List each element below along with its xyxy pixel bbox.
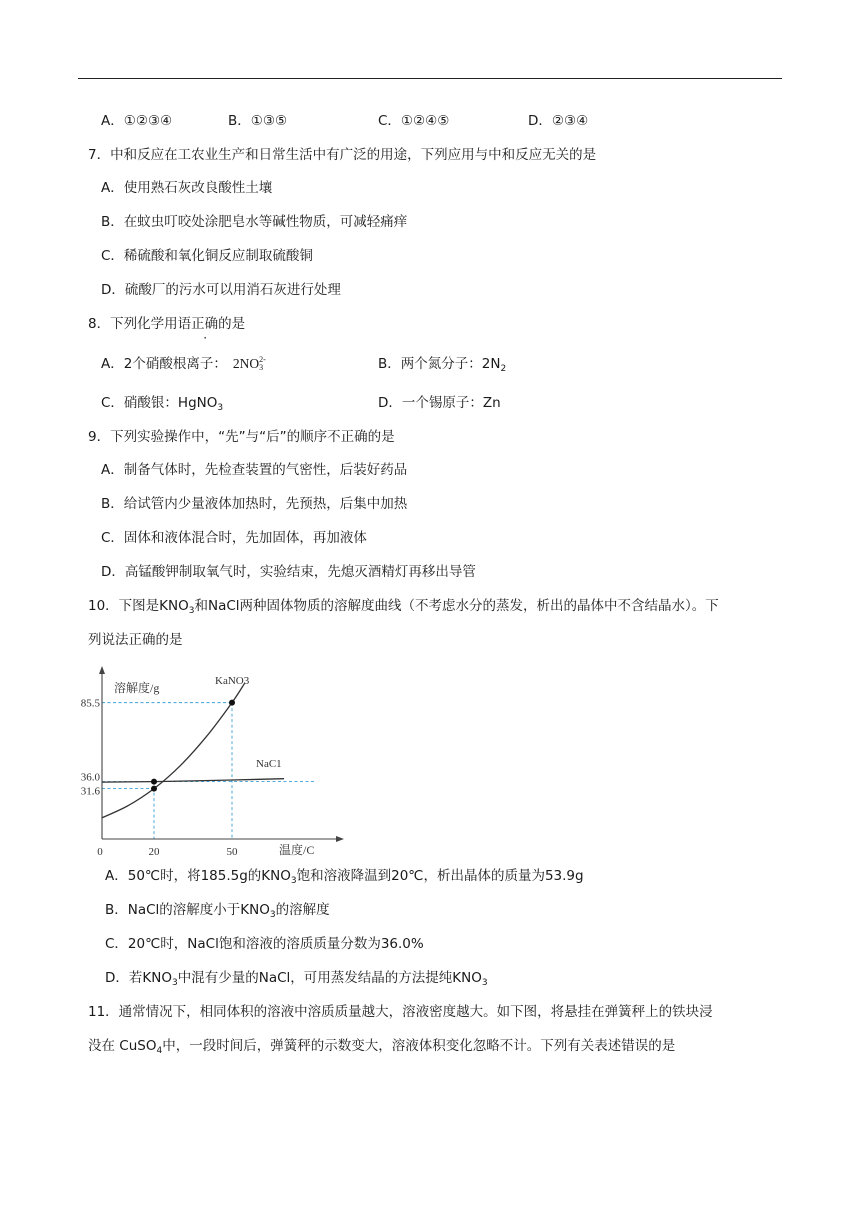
y-tick-label: 31.6 (80, 785, 100, 798)
q11-line2-sub: 4 (156, 1046, 163, 1056)
q10-d-pre: D．若KNO (105, 970, 172, 986)
q8-option-d[interactable]: D．一个锡原子：Zn (378, 395, 501, 411)
q9-option-d[interactable]: D．高锰酸钾制取氧气时，实验结束，先熄灭酒精灯再移出导管 (101, 564, 476, 580)
q8-option-b[interactable] (378, 354, 506, 379)
q6-option-a[interactable]: A．①②③④ (101, 113, 173, 129)
q6-option-c[interactable]: C．①②④⑤ (378, 113, 450, 129)
x-tick-label: 20 (148, 846, 160, 858)
y-tick-label: 36.0 (80, 771, 100, 784)
q10-stem-line2: 列说法正确的是 (88, 632, 183, 648)
q10-option-b[interactable] (105, 900, 330, 925)
q10-stem1-post: 和NaCl两种固体物质的溶解度曲线（不考虑水分的蒸发，析出的晶体中不含结晶水）。下 (194, 598, 719, 614)
q10-b-pre: B．NaCl的溶解度小于KNO (105, 902, 270, 918)
series-label-nacl: NaC1 (256, 758, 282, 770)
q10-d-mid: 中混有少量的NaCl，可用蒸发结晶的方法提纯KNO (177, 970, 482, 986)
y-axis-label: 溶解度/g (114, 681, 160, 695)
q8-option-a[interactable] (101, 354, 266, 374)
q10-option-d[interactable] (105, 968, 488, 993)
x-tick-label: 50 (226, 846, 238, 858)
q8-a-formula (233, 356, 266, 371)
q8-stem-emphasis: 正确 (191, 316, 219, 332)
q9-option-a[interactable]: A．制备气体时，先检查装置的气密性，后装好药品 (101, 462, 408, 478)
q8-c-text: C．硝酸银：HgNO (101, 395, 218, 411)
x-axis-arrow (336, 836, 344, 842)
chart-ticks (81, 698, 238, 858)
q10-d-sub2: 3 (481, 978, 488, 988)
q11-line2-pre: 没在 CuSO (88, 1038, 157, 1054)
q7-option-d[interactable]: D．硫酸厂的污水可以用消石灰进行处理 (101, 282, 341, 298)
q7-option-a[interactable]: A．使用熟石灰改良酸性土壤 (101, 180, 273, 196)
q11-line2-post: 中，一段时间后，弹簧秤的示数变大，溶液体积变化忽略不计。下列有关表述错误的是 (162, 1038, 676, 1054)
q6-option-d[interactable]: D．②③④ (528, 113, 589, 129)
q8-stem-post: 的是 (218, 316, 246, 332)
q9-option-b[interactable]: B．给试管内少量液体加热时，先预热，后集中加热 (101, 496, 408, 512)
q10-a-pre: A．50℃时，将185.5g的KNO (105, 868, 291, 884)
q10-b-sub: 3 (269, 910, 276, 920)
series-label-kno3: KaNO3 (215, 675, 250, 687)
y-axis-arrow (99, 666, 105, 674)
q10-option-c[interactable]: C．20℃时，NaCl饱和溶液的溶质质量分数为36.0% (105, 936, 424, 952)
q9-stem: 9．下列实验操作中，“先”与“后”的顺序不正确的是 (88, 429, 395, 445)
q9-option-c[interactable]: C．固体和液体混合时，先加固体，再加液体 (101, 530, 367, 546)
q10-stem1-sub: 3 (188, 606, 195, 616)
q8-a-formula-sub: 3 (259, 363, 264, 372)
x-tick-label: 0 (97, 846, 103, 858)
q8-a-text: A．2个硝酸根离子： (101, 356, 227, 372)
solubility-chart (80, 660, 358, 865)
q10-b-post: 的溶解度 (275, 902, 330, 918)
q8-option-c[interactable] (101, 393, 223, 418)
q11-stem-line1: 11．通常情况下，相同体积的溶液中溶质质量越大，溶液密度越大。如下图，将悬挂在弹簧秤上的铁块浸 (88, 1004, 713, 1020)
q7-stem: 7．中和反应在工农业生产和日常生活中有广泛的用途，下列应用与中和反应无关的是 (88, 147, 597, 163)
y-tick-label: 85.5 (80, 697, 100, 710)
q10-stem1-pre: 10．下图是KNO (88, 598, 189, 614)
q8-a-formula-sup: 2- (259, 355, 266, 364)
data-point-2 (229, 700, 235, 706)
q8-b-sub: 2 (500, 364, 507, 374)
chart-guides (102, 703, 315, 839)
q8-a-formula-main: 2NO (232, 356, 260, 371)
q8-stem (88, 314, 245, 334)
q7-option-b[interactable]: B．在蚊虫叮咬处涂肥皂水等碱性物质，可减轻痛痒 (101, 214, 408, 230)
data-point-0 (151, 786, 157, 792)
q6-option-b[interactable]: B．①③⑤ (228, 113, 288, 129)
q7-option-c[interactable]: C．稀硫酸和氧化铜反应制取硫酸铜 (101, 248, 313, 264)
q8-c-sub: 3 (217, 403, 224, 413)
header-rule (78, 78, 782, 79)
q8-stem-pre: 8．下列化学用语 (88, 316, 192, 332)
data-point-1 (151, 779, 157, 785)
chart-points (151, 700, 235, 792)
q11-stem-line2 (88, 1036, 675, 1061)
q8-b-text: B．两个氮分子：2N (378, 356, 501, 372)
q10-a-sub: 3 (290, 876, 297, 886)
x-axis-label: 温度/C (279, 843, 315, 857)
q10-stem-line1 (88, 596, 719, 621)
q10-d-sub: 3 (171, 978, 178, 988)
q10-option-a[interactable] (105, 866, 584, 891)
q10-a-post: 饱和溶液降温到20℃，析出晶体的质量为53.9g (296, 868, 584, 884)
